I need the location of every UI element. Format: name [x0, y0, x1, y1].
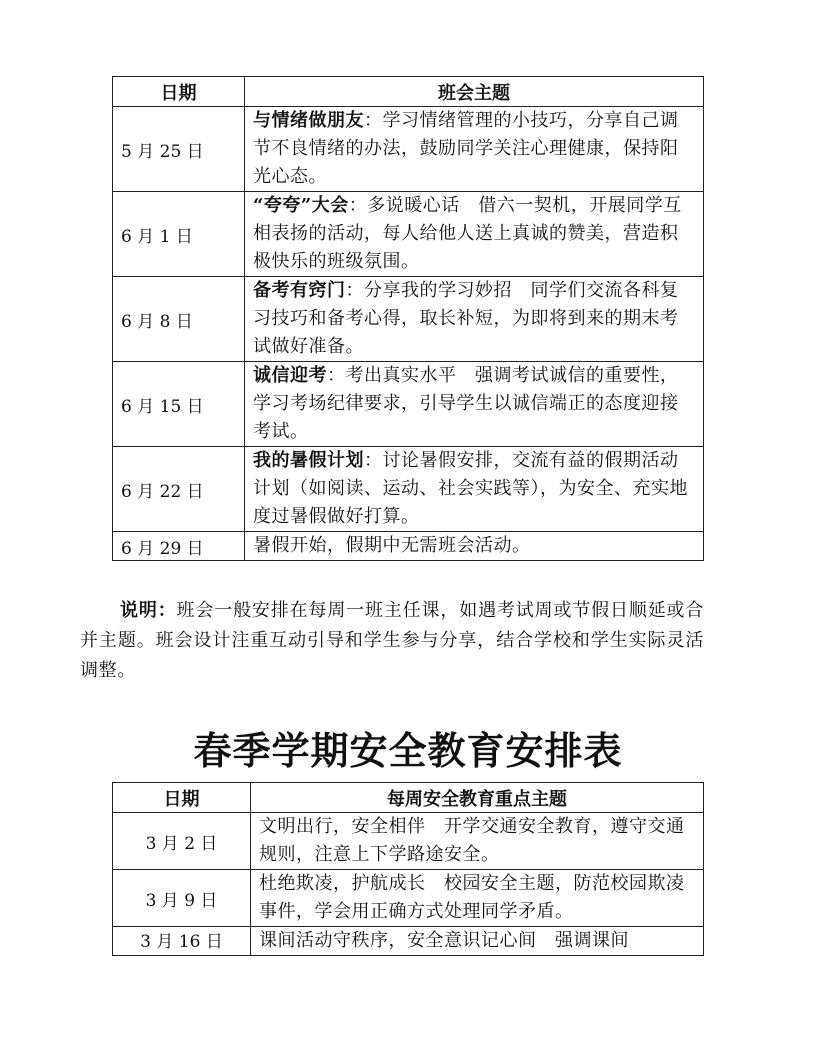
header-date: 日期	[113, 77, 245, 107]
topic-title: 诚信迎考	[253, 365, 327, 386]
topic-title: “夸夸”大会	[253, 195, 349, 216]
header-topic: 每周安全教育重点主题	[251, 783, 704, 813]
note-label: 说明：	[120, 600, 177, 621]
row-date: 6 月 29 日	[113, 532, 245, 561]
topic-text: 多说暖心话 借六一契机，开展同学互相表扬的活动，每人给他人送上真诚的赞美，营造积极快乐的班级氛围。	[253, 195, 682, 272]
topic-title: 备考有窍门	[253, 280, 346, 301]
table-row	[113, 277, 704, 362]
table-row	[113, 927, 704, 956]
topic-text: 分享我的学习妙招 同学们交流各科复习技巧和备考心得，取长补短，为即将到来的期末考试做好准备。	[253, 280, 679, 357]
row-date: 3 月 9 日	[113, 870, 251, 927]
topic-sep: ：	[345, 280, 364, 301]
note-paragraph	[80, 596, 704, 686]
row-topic	[245, 532, 704, 561]
row-topic	[245, 362, 704, 447]
row-date: 6 月 1 日	[113, 192, 245, 277]
class-meeting-table	[112, 76, 704, 561]
header-date: 日期	[113, 783, 251, 813]
topic-sep: ：	[348, 195, 368, 216]
topic-title: 我的暑假计划	[253, 450, 364, 471]
topic-sep: ：	[364, 110, 383, 131]
row-date: 6 月 22 日	[113, 447, 245, 532]
row-topic	[245, 192, 704, 277]
row-date: 5 月 25 日	[113, 107, 245, 192]
row-topic	[245, 447, 704, 532]
row-topic: 课间活动守秩序，安全意识记心间 强调课间	[251, 927, 704, 956]
table-row	[113, 192, 704, 277]
topic-sep: ：	[327, 365, 346, 386]
row-topic: 杜绝欺凌，护航成长 校园安全主题，防范校园欺凌事件，学会用正确方式处理同学矛盾。	[251, 870, 704, 927]
table-row	[113, 532, 704, 561]
table-header-row	[113, 77, 704, 107]
row-topic	[245, 277, 704, 362]
row-date: 3 月 2 日	[113, 813, 251, 870]
row-date: 6 月 15 日	[113, 362, 245, 447]
topic-sep: ：	[364, 450, 383, 471]
topic-text: 学习情绪管理的小技巧，分享自己调节不良情绪的办法，鼓励同学关注心理健康，保持阳光心态。	[253, 110, 679, 187]
topic-text: 考出真实水平 强调考试诚信的重要性，学习考场纪律要求，引导学生以诚信端正的态度迎接考试。	[253, 365, 679, 442]
table-row	[113, 813, 704, 870]
section-title: 春季学期安全教育安排表	[193, 728, 623, 773]
row-date: 3 月 16 日	[113, 927, 251, 956]
topic-text: 讨论暑假安排，交流有益的假期活动计划（如阅读、运动、社会实践等），为安全、充实地度过暑假做好打算。	[253, 450, 688, 527]
topic-text: 暑假开始，假期中无需班会活动。	[253, 535, 531, 556]
table-row	[113, 447, 704, 532]
safety-education-table	[112, 782, 704, 956]
table-row	[113, 870, 704, 927]
topic-title: 与情绪做朋友	[253, 110, 364, 131]
row-date: 6 月 8 日	[113, 277, 245, 362]
row-topic	[245, 107, 704, 192]
row-topic: 文明出行，安全相伴 开学交通安全教育，遵守交通规则，注意上下学路途安全。	[251, 813, 704, 870]
table-row	[113, 107, 704, 192]
table-header-row	[113, 783, 704, 813]
table-row	[113, 362, 704, 447]
header-topic: 班会主题	[245, 77, 704, 107]
note-text: 班会一般安排在每周一班主任课，如遇考试周或节假日顺延或合并主题。班会设计注重互动引导和学生参与分享，结合学校和学生实际灵活调整。	[80, 600, 704, 681]
